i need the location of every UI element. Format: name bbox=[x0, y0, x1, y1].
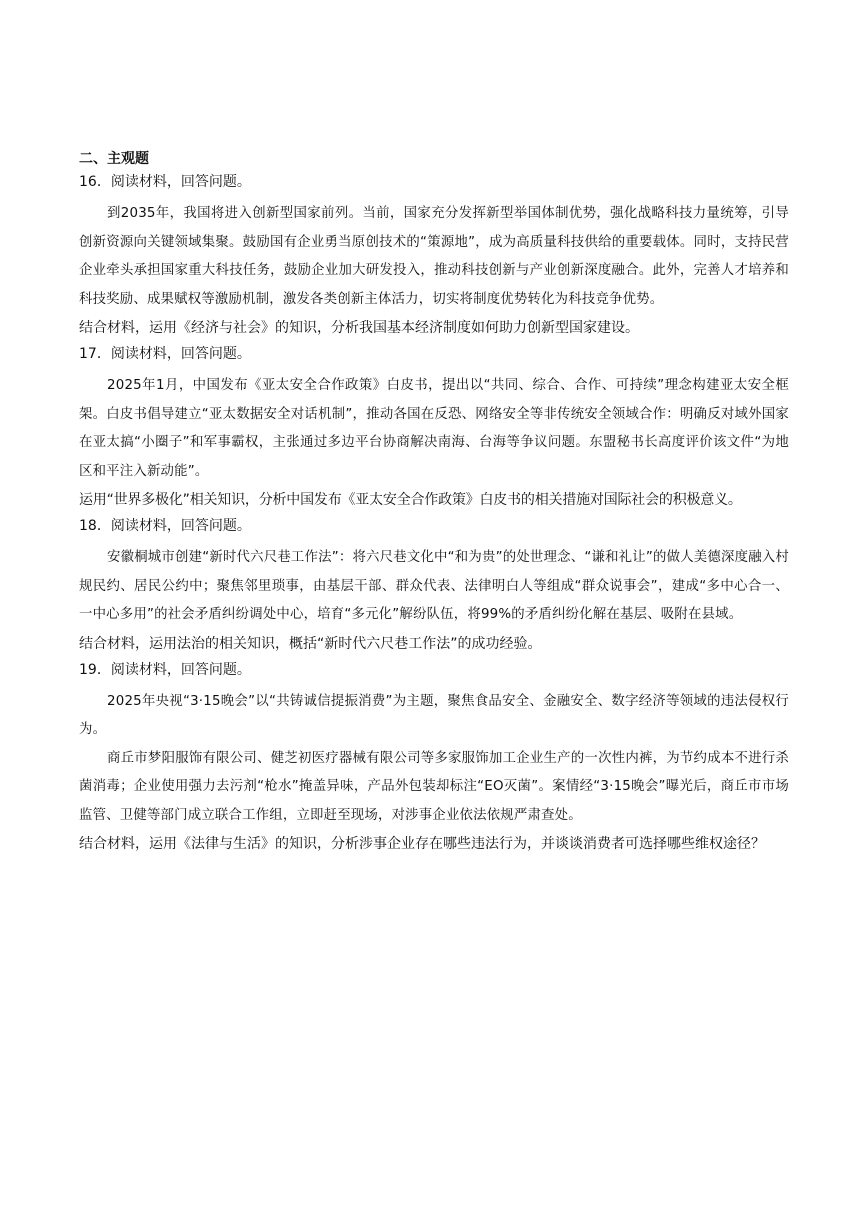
question-number: 19．阅读材料，回答问题。 bbox=[79, 661, 251, 678]
material-paragraph: 商丘市梦阳服饰有限公司、健芝初医疗器械有限公司等多家服饰加工企业生产的一次性内裤，为节约成本不进行杀菌消毒；企业使用强力去污剂“枪水”掩盖异味，产品外包装却标注“EO灭菌”。案情经“3·15晚会”曝光后，商丘市市场监管、卫健等部门成立联合工作组，立即赶至现场，对涉事企业依法依规严肃查处。 bbox=[79, 750, 789, 823]
question-number: 18．阅读材料，回答问题。 bbox=[79, 518, 251, 534]
material-paragraph: 安徽桐城市创建“新时代六尺巷工作法”：将六尺巷文化中“和为贵”的处世理念、“谦和礼让”的做人美德深度融入村规民约、居民公约中；聚焦邻里琐事，由基层干部、群众代表、法律明白人等组成“群众说事会”，建成“多中心合一、一中心多用”的社会矛盾纠纷调处中心，培育“多元化”解纷队伍，将99%的矛盾纠纷化解在基层、吸附在县域。 bbox=[79, 550, 789, 622]
material-paragraph: 2025年1月，中国发布《亚太安全合作政策》白皮书，提出以“共同、综合、合作、可持续”理念构建亚太安全框架。白皮书倡导建立“亚太数据安全对话机制”，推动各国在反恐、网络安全等非传统安全领域合作：明确反对域外国家在亚太搞“小圈子”和军事霸权，主张通过多边平台协商解决南海、台海等争议问题。东盟秘书长高度评价该文件“为地区和平注入新动能”。 bbox=[79, 378, 789, 479]
question-number: 16．阅读材料，回答问题。 bbox=[79, 174, 251, 190]
document-page bbox=[79, 148, 789, 858]
question-18 bbox=[79, 514, 789, 658]
material-paragraph: 到2035年，我国将进入创新型国家前列。当前，国家充分发挥新型举国体制优势，强化战略科技力量统筹，引导创新资源向关键领域集聚。鼓励国有企业勇当原创技术的“策源地”，成为高质量科技供给的重要载体。同时，支持民营企业牵头承担国家重大科技任务，鼓励企业加大研发投入，推动科技创新与产业创新深度融合。此外，完善人才培养和科技奖励、成果赋权等激励机制，激发各类创新主体活力，切实将制度优势转化为科技竞争优势。 bbox=[79, 206, 789, 307]
question-task: 结合材料，运用《法律与生活》的知识，分析涉事企业存在哪些违法行为，并谈谈消费者可选择哪些维权途径？ bbox=[79, 836, 765, 852]
section-title: 二、主观题 bbox=[79, 151, 149, 167]
question-task: 结合材料，运用法治的相关知识，概括“新时代六尺巷工作法”的成功经验。 bbox=[79, 635, 542, 652]
material-paragraph: 2025年央视“3·15晚会”以“共铸诚信提振消费”为主题，聚焦食品安全、金融安全、数字经济等领域的违法侵权行为。 bbox=[79, 693, 789, 737]
question-16 bbox=[79, 170, 789, 342]
question-17 bbox=[79, 342, 789, 514]
question-task: 运用“世界多极化”相关知识，分析中国发布《亚太安全合作政策》白皮书的相关措施对国际社会的积极意义。 bbox=[79, 492, 742, 508]
question-task: 结合材料，运用《经济与社会》的知识，分析我国基本经济制度如何助力创新型国家建设。 bbox=[79, 320, 639, 336]
question-number: 17．阅读材料，回答问题。 bbox=[79, 346, 251, 362]
question-19 bbox=[79, 658, 789, 859]
